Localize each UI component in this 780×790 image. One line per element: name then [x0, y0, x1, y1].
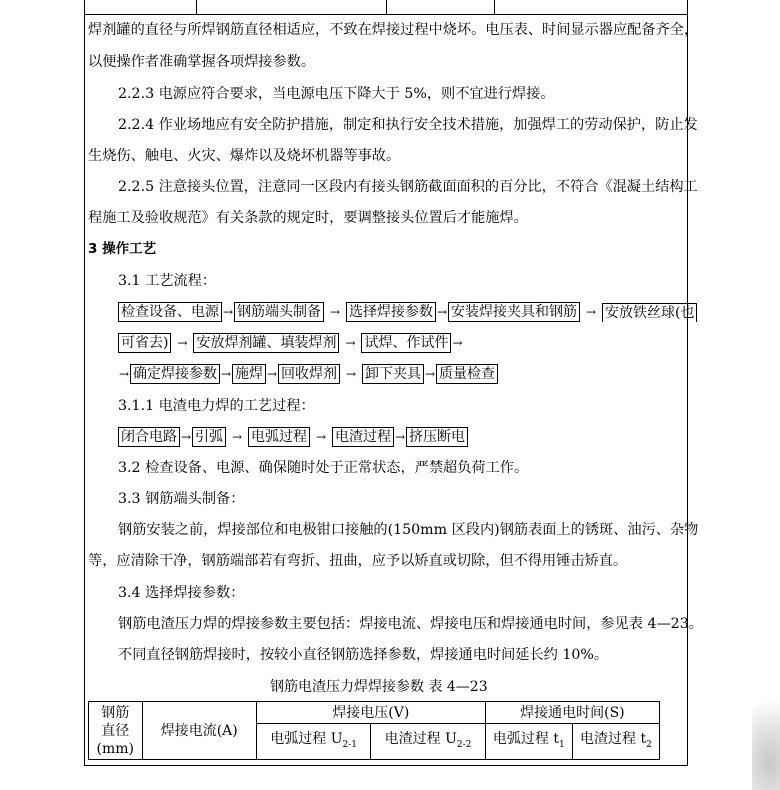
- arrow-icon: →: [220, 367, 232, 381]
- subheader-cell: 电渣过程 $U_{2-2}$: [371, 724, 485, 760]
- header-cell: 焊接电压(V): [256, 702, 485, 724]
- arrow-icon: →: [394, 430, 406, 444]
- flow-step: 回收焊剂: [278, 364, 340, 384]
- arrow-icon: →: [329, 305, 341, 319]
- flow-step: 试焊、作试件: [361, 333, 451, 353]
- clause-3-4: 3.4 选择焊接参数：: [118, 585, 245, 601]
- table-top-divider: [494, 0, 495, 14]
- clause-2-2-4: 2.2.4 作业场地应有安全防护措施，制定和执行安全技术措施，加强焊工的劳动保护，防止发: [118, 117, 698, 133]
- flow-step: 安放焊剂罐、填装焊剂: [193, 333, 339, 353]
- header-text: (mm): [96, 740, 134, 757]
- clause-2-2-5: 2.2.5 注意接头位置，注意同一区段内有接头钢筋截面面积的百分比，不符合《混凝土结构工: [118, 179, 698, 195]
- flow-step: 安装焊接夹具和钢筋: [448, 302, 580, 322]
- flow-step: 钢筋端头制备: [234, 302, 324, 322]
- flow-step: 质量检查: [436, 364, 498, 384]
- arrow-icon: →: [452, 336, 463, 350]
- process-flow-row: [118, 333, 463, 353]
- clause-3-1: 3.1 工艺流程：: [118, 273, 217, 289]
- clause-2-2-3: 2.2.3 电源应符合要求，当电源电压下降大于 5%，则不宜进行焊接。: [118, 86, 555, 102]
- paragraph-line: 钢筋电渣压力焊的焊接参数主要包括：焊接电流、焊接电压和焊接通电时间，参见表 4—23。: [118, 616, 703, 632]
- paragraph-line: 焊剂罐的直径与所焊钢筋直径相适应，不致在焊接过程中烧坏。电压表、时间显示器应配备齐全，: [88, 22, 699, 38]
- page-shadow: [752, 700, 780, 790]
- subheader-cell: 电弧过程 $t_1$: [485, 724, 572, 760]
- welding-parameter-table: [88, 701, 660, 760]
- arrow-icon: →: [180, 430, 192, 444]
- flow-step: 电弧过程: [248, 427, 310, 447]
- flow-step: 电渣过程: [332, 427, 394, 447]
- header-text: 钢筋: [101, 704, 130, 721]
- process-flow-row: [118, 427, 468, 447]
- paragraph-line: 生烧伤、触电、火灾、爆炸以及烧坏机器等事故。: [88, 148, 401, 164]
- arrow-icon: →: [177, 336, 188, 350]
- arrow-icon: →: [222, 305, 234, 319]
- paragraph-line: 钢筋安装之前，焊接部位和电极钳口接触的(150mm 区段内)钢筋表面上的锈斑、油污、杂物: [118, 522, 699, 538]
- clause-3-3: 3.3 钢筋端头制备：: [118, 491, 245, 507]
- table-top-divider: [196, 0, 197, 14]
- flow-step: 闭合电路: [118, 427, 180, 447]
- paragraph-line: 以便操作者准确掌握各项焊接参数。: [88, 54, 316, 70]
- header-cell: [89, 702, 143, 760]
- section-heading: 3 操作工艺: [88, 241, 157, 257]
- arrow-icon: →: [266, 367, 278, 381]
- header-text: 直径: [101, 722, 130, 739]
- clause-3-2: 3.2 检查设备、电源、确保随时处于正常状态，严禁超负荷工作。: [118, 460, 529, 476]
- arrow-icon: →: [118, 367, 130, 381]
- process-flow-row: [118, 302, 697, 322]
- process-flow-row: [118, 364, 498, 384]
- flow-step: 安放铁丝球(也: [602, 303, 697, 322]
- flow-step: 卸下夹具: [362, 364, 424, 384]
- arrow-icon: →: [345, 367, 357, 381]
- paragraph-line: 程施工及验收规范》有关条款的规定时，要调整接头位置后才能施焊。: [88, 210, 528, 226]
- arrow-icon: →: [436, 305, 448, 319]
- arrow-icon: →: [231, 430, 243, 444]
- table-top-border: [84, 14, 688, 15]
- flow-step: 挤压断电: [406, 427, 468, 447]
- arrow-icon: →: [315, 430, 327, 444]
- flow-step: 可省去): [118, 333, 171, 353]
- arrow-icon: →: [585, 305, 597, 319]
- paragraph-line: 等，应清除干净，钢筋端部若有弯折、扭曲，应予以矫直或切除，但不得用锤击矫直。: [88, 553, 628, 569]
- header-cell: 焊接电流(A): [142, 702, 256, 760]
- flow-step: 引弧: [192, 427, 226, 447]
- flow-step: 施焊: [232, 364, 266, 384]
- arrow-icon: →: [345, 336, 356, 350]
- flow-step: 选择焊接参数: [346, 302, 436, 322]
- flow-step: 确定焊接参数: [130, 364, 220, 384]
- flow-step: 检查设备、电源: [118, 302, 222, 322]
- table-caption: 钢筋电渣压力焊焊接参数 表 4—23: [270, 679, 488, 695]
- header-cell: 焊接通电时间(S): [485, 702, 659, 724]
- table-top-divider: [386, 0, 387, 14]
- paragraph-line: 不同直径钢筋焊接时，按较小直径钢筋选择参数，焊接通电时间延长约 10%。: [118, 647, 609, 663]
- subheader-cell: 电渣过程 $t_2$: [572, 724, 659, 760]
- arrow-icon: →: [424, 367, 436, 381]
- clause-3-1-1: 3.1.1 电渣电力焊的工艺过程：: [118, 398, 315, 414]
- subheader-cell: 电弧过程 $U_{2-1}$: [256, 724, 370, 760]
